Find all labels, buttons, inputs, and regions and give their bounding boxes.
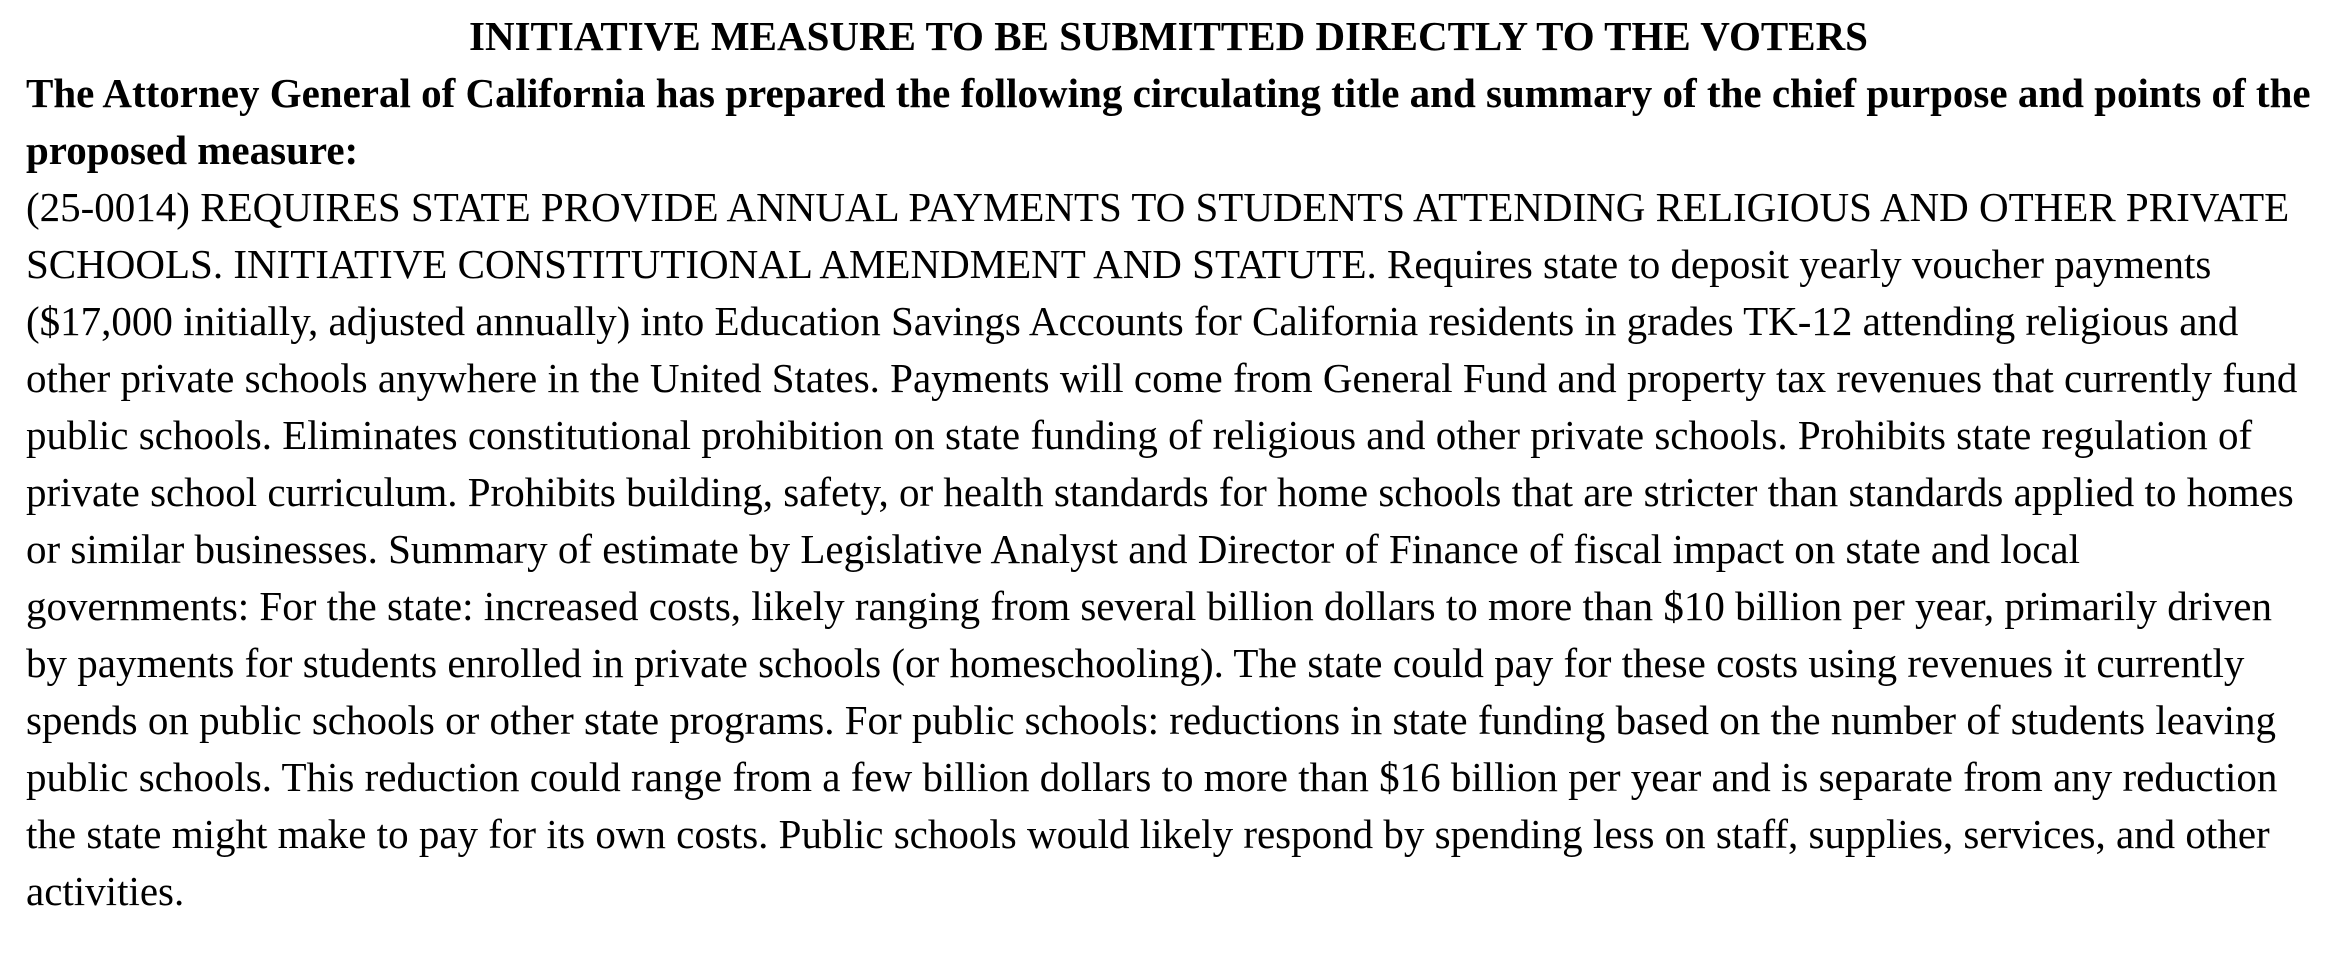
attorney-general-preamble: The Attorney General of California has prepared the following circulating title and summary of the chief purpose and points of the proposed measure: (26, 70, 2311, 173)
measure-summary-text: Requires state to deposit yearly voucher payments ($17,000 initially, adjusted annually) into Education Savings Accounts for California residents in grades TK-12 attending religious and other private schools anywhere in the United States. Payments will come from General Fund and property tax revenues that currently fund public schools. Eliminates constitutional prohibition on state funding of religious and other private schools. Prohibits state regulation of private school curriculum. Prohibits building, safety, or health standards for home schools that are stricter than standards applied to homes or similar businesses. Summary of estimate by Legislative Analyst and Director of Finance of fiscal impact on state and local governments: For the state: increased costs, likely ranging from several billion dollars to more than $10 billion per year, primarily driven by payments for students enrolled in private schools (or homeschooling). The state could pay for these costs using revenues it currently spends on public schools or other state programs. For public schools: reductions in state funding based on the number of students leaving public schools. This reduction could range from a few billion dollars to more than $16 billion per year and is separate from any reduction the state might make to pay for its own costs. Public schools would likely respond by spending less on staff, supplies, services, and other activities. (26, 241, 2298, 914)
document-title: INITIATIVE MEASURE TO BE SUBMITTED DIRECTLY TO THE VOTERS (469, 13, 1868, 59)
measure-number: (25-0014) (26, 184, 190, 230)
measure-title-caps: REQUIRES STATE PROVIDE ANNUAL PAYMENTS TO STUDENTS ATTENDING RELIGIOUS AND OTHER PRIVATE SCHOOLS. INITIATIVE CONSTITUTIONAL AMENDMENT AND STATUTE. (26, 184, 2290, 287)
measure-summary-paragraph (26, 179, 2311, 920)
